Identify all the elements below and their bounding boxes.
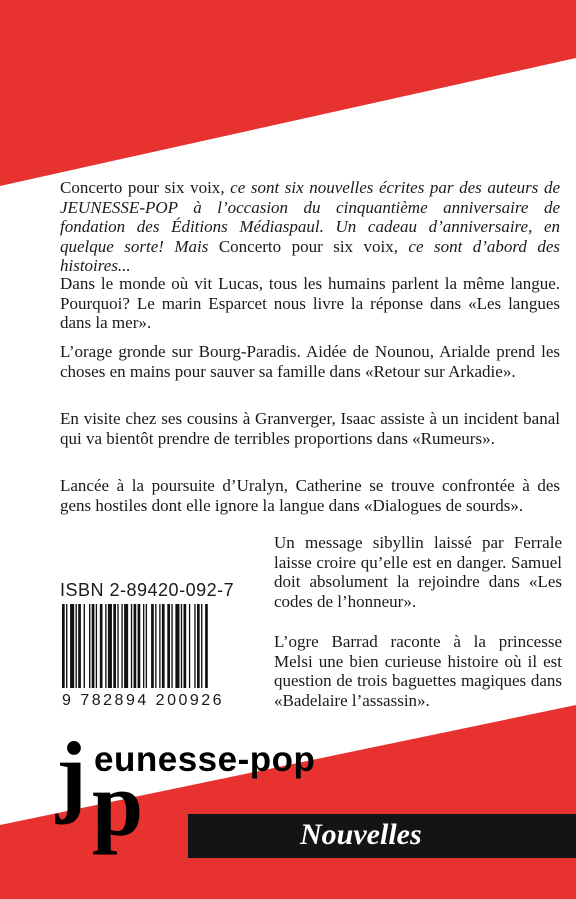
top-red-band (0, 0, 576, 186)
story-paragraph-6: L’ogre Barrad raconte à la princesse Melsi une bien curieuse histoire où il est question de trois baguettes magiques dans «Badelaire l’assassin». (274, 632, 562, 710)
story-paragraph-5: Un message sibyllin laissé par Ferrale laisse croire qu’elle est en danger. Samuel doit absolument la rejoindre dans «Les codes de l’honneur». (274, 533, 562, 611)
logo-wordmark: eunesse-pop (94, 740, 316, 779)
collection-label: Nouvelles (300, 818, 422, 851)
barcode (62, 604, 210, 692)
story-paragraph-3: En visite chez ses cousins à Granverger, Isaac assiste à un incident banal qui va bientôt prendre de terribles proportions dans «Rumeurs». (60, 409, 560, 448)
story-paragraph-2: L’orage gronde sur Bourg-Paradis. Aidée de Nounou, Arialde prend les choses en mains pour sauver sa famille dans «Retour sur Arkadie». (60, 342, 560, 381)
story-paragraph-1: Dans le monde où vit Lucas, tous les humains parlent la même langue. Pourquoi? Le marin Esparcet nous livre la réponse dans «Les langues dans la mer». (60, 274, 560, 333)
intro-paragraph: Concerto pour six voix, ce sont six nouvelles écrites par des auteurs de JEUNESSE-POP à l’occasion du cinquantième anniversaire de fondation des Éditions Médiaspaul. Un cadeau d’anniversaire, en quelque sorte! Mais Concerto pour six voix, ce sont d’abord des histoires... (60, 178, 560, 276)
logo-letter-p: p (92, 753, 144, 855)
isbn-text: ISBN 2-89420-092-7 (60, 580, 235, 600)
logo-letter-j: j (56, 723, 87, 825)
story-paragraph-4: Lancée à la poursuite d’Uralyn, Catherine se trouve confrontée à des gens hostiles dont elle ignore la langue dans «Dialogues de sourds». (60, 476, 560, 515)
barcode-number: 9 782894 200926 (62, 692, 225, 709)
